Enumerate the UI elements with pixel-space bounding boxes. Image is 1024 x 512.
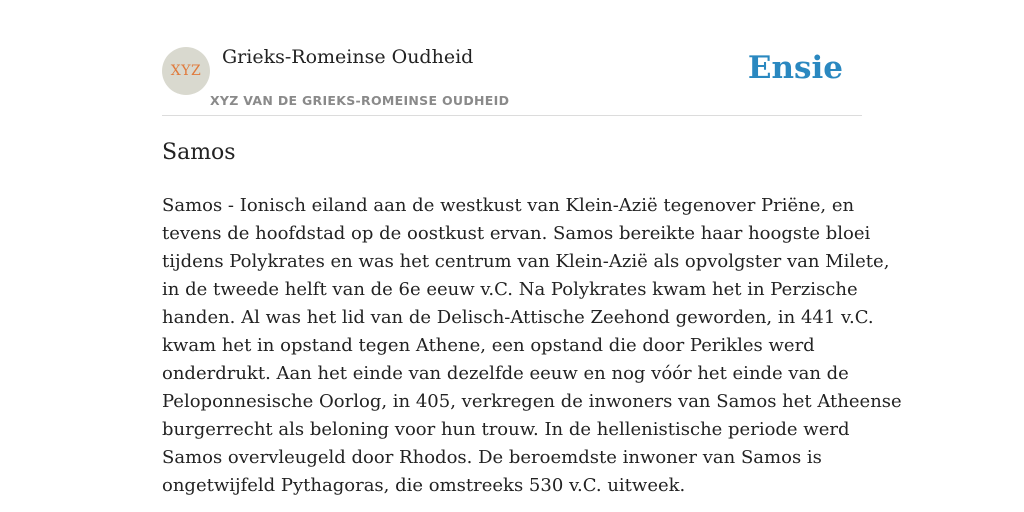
site-title[interactable]: Grieks-Romeinse Oudheid [222,46,474,68]
brand-logo[interactable]: Ensie [747,50,843,86]
article-line: in de tweede helft van de 6e eeuw v.C. Na Polykrates kwam het in Perzische [162,279,858,300]
divider [162,115,862,116]
article-line: Samos overvleugeld door Rhodos. De beroemdste inwoner van Samos is [162,447,822,468]
article-line: kwam het in opstand tegen Athene, een opstand die door Perikles werd [162,335,815,356]
avatar[interactable]: XYZ [162,47,210,95]
article-line: Samos - Ionisch eiland aan de westkust van Klein-Azië tegenover Priëne, en [162,195,855,216]
article-line: onderdrukt. Aan het einde van dezelfde eeuw en nog vóór het einde van de [162,363,849,384]
article-line: tevens de hoofdstad op de oostkust ervan. Samos bereikte haar hoogste bloei [162,223,871,244]
article-line: burgerrecht als beloning voor hun trouw. In de hellenistische periode werd [162,419,850,440]
site-subtitle: XYZ VAN DE GRIEKS-ROMEINSE OUDHEID [210,93,510,108]
article-line: ongetwijfeld Pythagoras, die omstreeks 530 v.C. uitweek. [162,475,686,496]
article-line: tijdens Polykrates en was het centrum van Klein-Azië als opvolgster van Milete, [162,251,890,272]
article-body [162,192,902,500]
article-line: handen. Al was het lid van de Delisch-Attische Zeehond geworden, in 441 v.C. [162,307,874,328]
article-line: Peloponnesische Oorlog, in 405, verkregen de inwoners van Samos het Atheense [162,391,902,412]
article-title: Samos [162,140,236,165]
